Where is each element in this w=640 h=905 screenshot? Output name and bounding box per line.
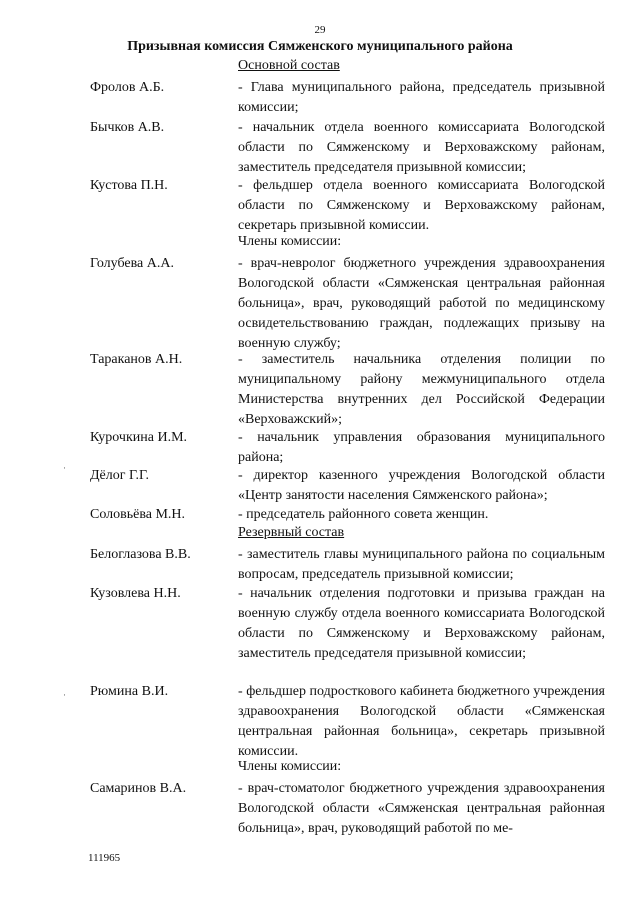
person-role: - заместитель главы муниципального района по социальным вопросам, председатель призывной комиссии; <box>238 547 605 582</box>
page-number: 29 <box>314 24 326 36</box>
members-label-main: Члены комиссии: <box>238 234 342 249</box>
person-name: Соловьёва М.Н. <box>90 507 186 522</box>
person-name: Тараканов А.Н. <box>90 352 183 367</box>
scan-speck: · <box>63 690 66 700</box>
person-role: - врач-стоматолог бюджетного учреждения здравоохранения Вологодской области «Сямженская центральная районная больница», врач, руководящий работой по ме- <box>238 781 605 836</box>
person-role: - Глава муниципального района, председатель призывной комиссии; <box>238 80 605 115</box>
person-name: Кузовлева Н.Н. <box>90 586 181 601</box>
person-role: - начальник отдела военного комиссариата Вологодской области по Сямженскому и Верховажскому районам, заместитель председателя призывной комиссии; <box>238 120 605 175</box>
person-name: Белоглазова В.В. <box>90 547 191 562</box>
members-label-reserve: Члены комиссии: <box>238 759 342 774</box>
document-title: Призывная комиссия Сямженского муниципального района <box>127 39 513 54</box>
person-name: Курочкина И.М. <box>90 430 188 445</box>
person-role: - начальник управления образования муниципального района; <box>238 430 605 465</box>
person-name: Фролов А.Б. <box>90 80 165 95</box>
scan-speck: · <box>63 463 66 473</box>
section-heading-main: Основной состав <box>238 58 340 73</box>
person-role: - директор казенного учреждения Вологодской области «Центр занятости населения Сямженского района»; <box>238 468 605 503</box>
person-name: Рюмина В.И. <box>90 684 169 699</box>
person-name: Голубева А.А. <box>90 256 174 271</box>
person-role: - председатель районного совета женщин. <box>238 507 489 522</box>
section-heading-reserve: Резервный состав <box>238 525 345 540</box>
person-role: - фельдшер отдела военного комиссариата Вологодской области по Сямженскому и Верховажскому районам, секретарь призывной комиссии. <box>238 178 605 233</box>
person-name: Самаринов В.А. <box>90 781 187 796</box>
person-role: - фельдшер подросткового кабинета бюджетного учреждения здравоохранения Вологодской области «Сямженская центральная районная больница», секретарь призывной комиссии. <box>238 684 605 759</box>
person-name: Кустова П.Н. <box>90 178 168 193</box>
footer-code: 111965 <box>88 852 121 864</box>
person-role: - начальник отделения подготовки и призыва граждан на военную службу отдела военного комиссариата Вологодской области по Сямженскому и Верховажскому районам, заместитель председателя призывной комиссии; <box>238 586 605 661</box>
person-role: - заместитель начальника отделения полиции по муниципальному району межмуниципального отдела Министерства внутренних дел Российской Федерации «Верховажский»; <box>238 352 605 427</box>
person-role: - врач-невролог бюджетного учреждения здравоохранения Вологодской области «Сямженская центральная районная больница», врач, руководящий работой по медицинскому освидетельствованию граждан, подлежащих призыву на военную службу; <box>238 256 605 351</box>
person-name: Бычков А.В. <box>90 120 165 135</box>
person-name: Дёлог Г.Г. <box>90 468 150 483</box>
